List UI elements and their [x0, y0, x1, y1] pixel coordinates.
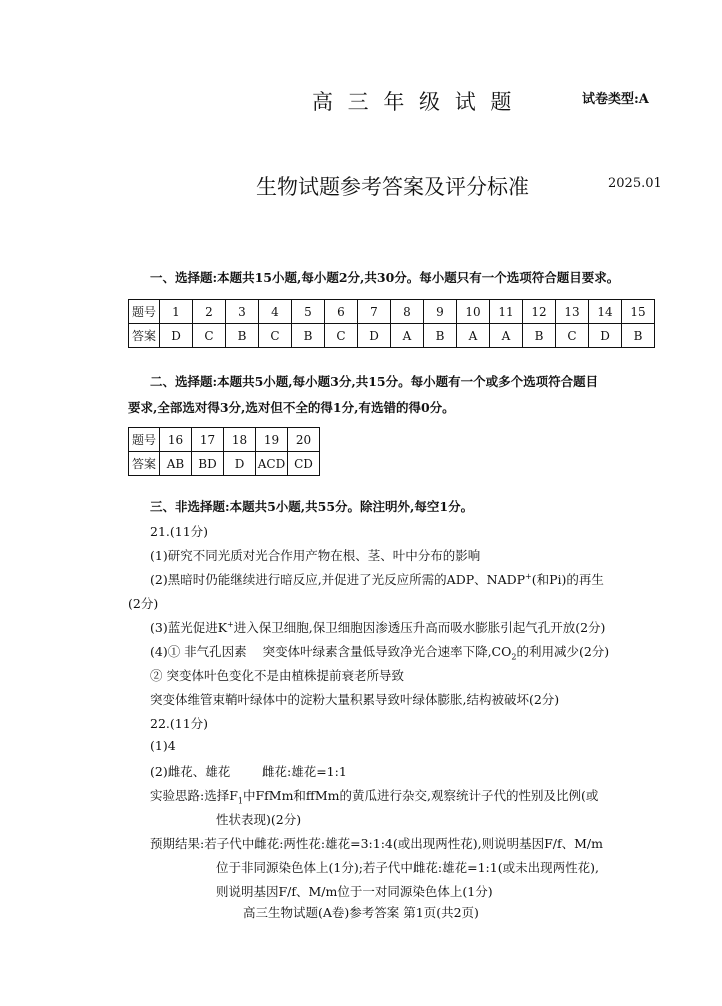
question-number-cell: 14	[589, 300, 622, 324]
q22-expected-result: 预期结果:若子代中雌花:两性花:雄花=3:1:4(或出现两性花),则说明基因F/f、M/m	[150, 836, 603, 851]
answer-cell: BD	[192, 452, 224, 476]
answer-cell: C	[325, 324, 358, 348]
answer-cell: D	[160, 324, 193, 348]
answer-cell: B	[424, 324, 457, 348]
q22-experiment-idea	[150, 786, 598, 806]
question-number-cell: 5	[292, 300, 325, 324]
question-number-cell: 4	[259, 300, 292, 324]
page-title: 高 三 年 级 试 题	[312, 90, 516, 114]
answer-cell: D	[358, 324, 391, 348]
section2-heading-line1: 二、选择题:本题共5小题,每小题3分,共15分。每小题有一个或多个选项符合题目	[150, 374, 599, 389]
q21-answer-2	[150, 570, 604, 588]
question-number-cell: 20	[288, 428, 320, 452]
document-subtitle: 生物试题参考答案及评分标准	[256, 175, 529, 199]
q22-experiment-idea-cont: 性状表现)(2分)	[216, 812, 302, 827]
answer-cell: D	[224, 452, 256, 476]
answer-cell: CD	[288, 452, 320, 476]
q21-answer-2-score: (2分)	[128, 596, 159, 611]
document-date: 2025.01	[608, 176, 662, 191]
q21-answer-5: ② 突变体叶色变化不是由植株提前衰老所导致	[150, 668, 404, 683]
answer-cell: C	[193, 324, 226, 348]
page-footer: 高三生物试题(A卷)参考答案 第1页(共2页)	[243, 905, 479, 920]
question-number-cell: 8	[391, 300, 424, 324]
q22-expected-result-cont2: 则说明基因F/f、M/m位于一对同源染色体上(1分)	[216, 884, 493, 899]
question-number-cell: 7	[358, 300, 391, 324]
question-number-cell: 16	[160, 428, 192, 452]
answer-cell: C	[556, 324, 589, 348]
q21-answer-4-text-a: (4)① 非气孔因素 突变体叶绿素含量低导致净光合速率下降,CO	[150, 644, 512, 659]
q22-answer-1: (1)4	[150, 738, 176, 753]
row-label: 答案	[129, 452, 160, 476]
answer-cell: B	[622, 324, 655, 348]
row-label: 题号	[129, 300, 160, 324]
question-number-cell: 10	[457, 300, 490, 324]
subscript: 1	[237, 796, 243, 806]
answer-cell: B	[226, 324, 259, 348]
answer-cell: A	[391, 324, 424, 348]
question-number-cell: 13	[556, 300, 589, 324]
q22-expected-result-cont1: 位于非同源染色体上(1分);若子代中雌花:雄花=1:1(或未出现两性花),	[216, 860, 599, 875]
answer-cell: ACD	[256, 452, 288, 476]
answer-cell: A	[457, 324, 490, 348]
question-number-cell: 18	[224, 428, 256, 452]
q21-answer-4-text-b: 的利用减少(2分)	[516, 644, 610, 659]
paper-type-label: 试卷类型:A	[582, 92, 649, 107]
answer-cell: D	[589, 324, 622, 348]
answer-cell: AB	[160, 452, 192, 476]
table-row-answers	[129, 324, 655, 348]
section2-heading-line2: 要求,全部选对得3分,选对但不全的得1分,有选错的得0分。	[128, 400, 455, 415]
question-number-cell: 3	[226, 300, 259, 324]
question-number-cell: 15	[622, 300, 655, 324]
answer-cell: B	[292, 324, 325, 348]
superscript: +	[525, 571, 532, 581]
q21-answer-3	[150, 618, 605, 636]
q21-answer-3-text-b: 进入保卫细胞,保卫细胞因渗透压升高而吸水膨胀引起气孔开放(2分)	[233, 620, 606, 635]
table-row-answers	[129, 452, 320, 476]
q21-title: 21.(11分)	[150, 524, 209, 539]
superscript: +	[227, 619, 234, 629]
answer-cell: B	[523, 324, 556, 348]
question-number-cell: 17	[192, 428, 224, 452]
answer-cell: C	[259, 324, 292, 348]
table-row-numbers	[129, 428, 320, 452]
q22-experiment-text-b: 中FfMm和ffMm的黄瓜进行杂交,观察统计子代的性别及比例(或	[242, 788, 599, 803]
row-label: 答案	[129, 324, 160, 348]
section3-heading: 三、非选择题:本题共5小题,共55分。除注明外,每空1分。	[150, 499, 474, 514]
question-number-cell: 19	[256, 428, 288, 452]
section1-heading: 一、选择题:本题共15小题,每小题2分,共30分。每小题只有一个选项符合题目要求。	[150, 270, 620, 285]
question-number-cell: 11	[490, 300, 523, 324]
question-number-cell: 6	[325, 300, 358, 324]
row-label: 题号	[129, 428, 160, 452]
q21-answer-1: (1)研究不同光质对光合作用产物在根、茎、叶中分布的影响	[150, 548, 481, 563]
q21-answer-4	[150, 642, 609, 662]
answer-table-2	[128, 427, 320, 476]
q22-experiment-text-a: 实验思路:选择F	[150, 788, 238, 803]
question-number-cell: 12	[523, 300, 556, 324]
question-number-cell: 1	[160, 300, 193, 324]
subscript: 2	[511, 652, 517, 662]
q22-title: 22.(11分)	[150, 716, 209, 731]
q21-answer-6: 突变体维管束鞘叶绿体中的淀粉大量积累导致叶绿体膨胀,结构被破坏(2分)	[150, 692, 560, 707]
answer-table-1	[128, 299, 655, 348]
q21-answer-3-text-a: (3)蓝光促进K	[150, 620, 228, 635]
q22-answer-2: (2)雌花、雄花 雌花:雄花=1:1	[150, 764, 347, 779]
q21-answer-2-text-b: (和Pi)的再生	[531, 572, 604, 587]
q21-answer-2-text-a: (2)黑暗时仍能继续进行暗反应,并促进了光反应所需的ADP、NADP	[150, 572, 526, 587]
table-row-numbers	[129, 300, 655, 324]
question-number-cell: 9	[424, 300, 457, 324]
question-number-cell: 2	[193, 300, 226, 324]
answer-cell: A	[490, 324, 523, 348]
